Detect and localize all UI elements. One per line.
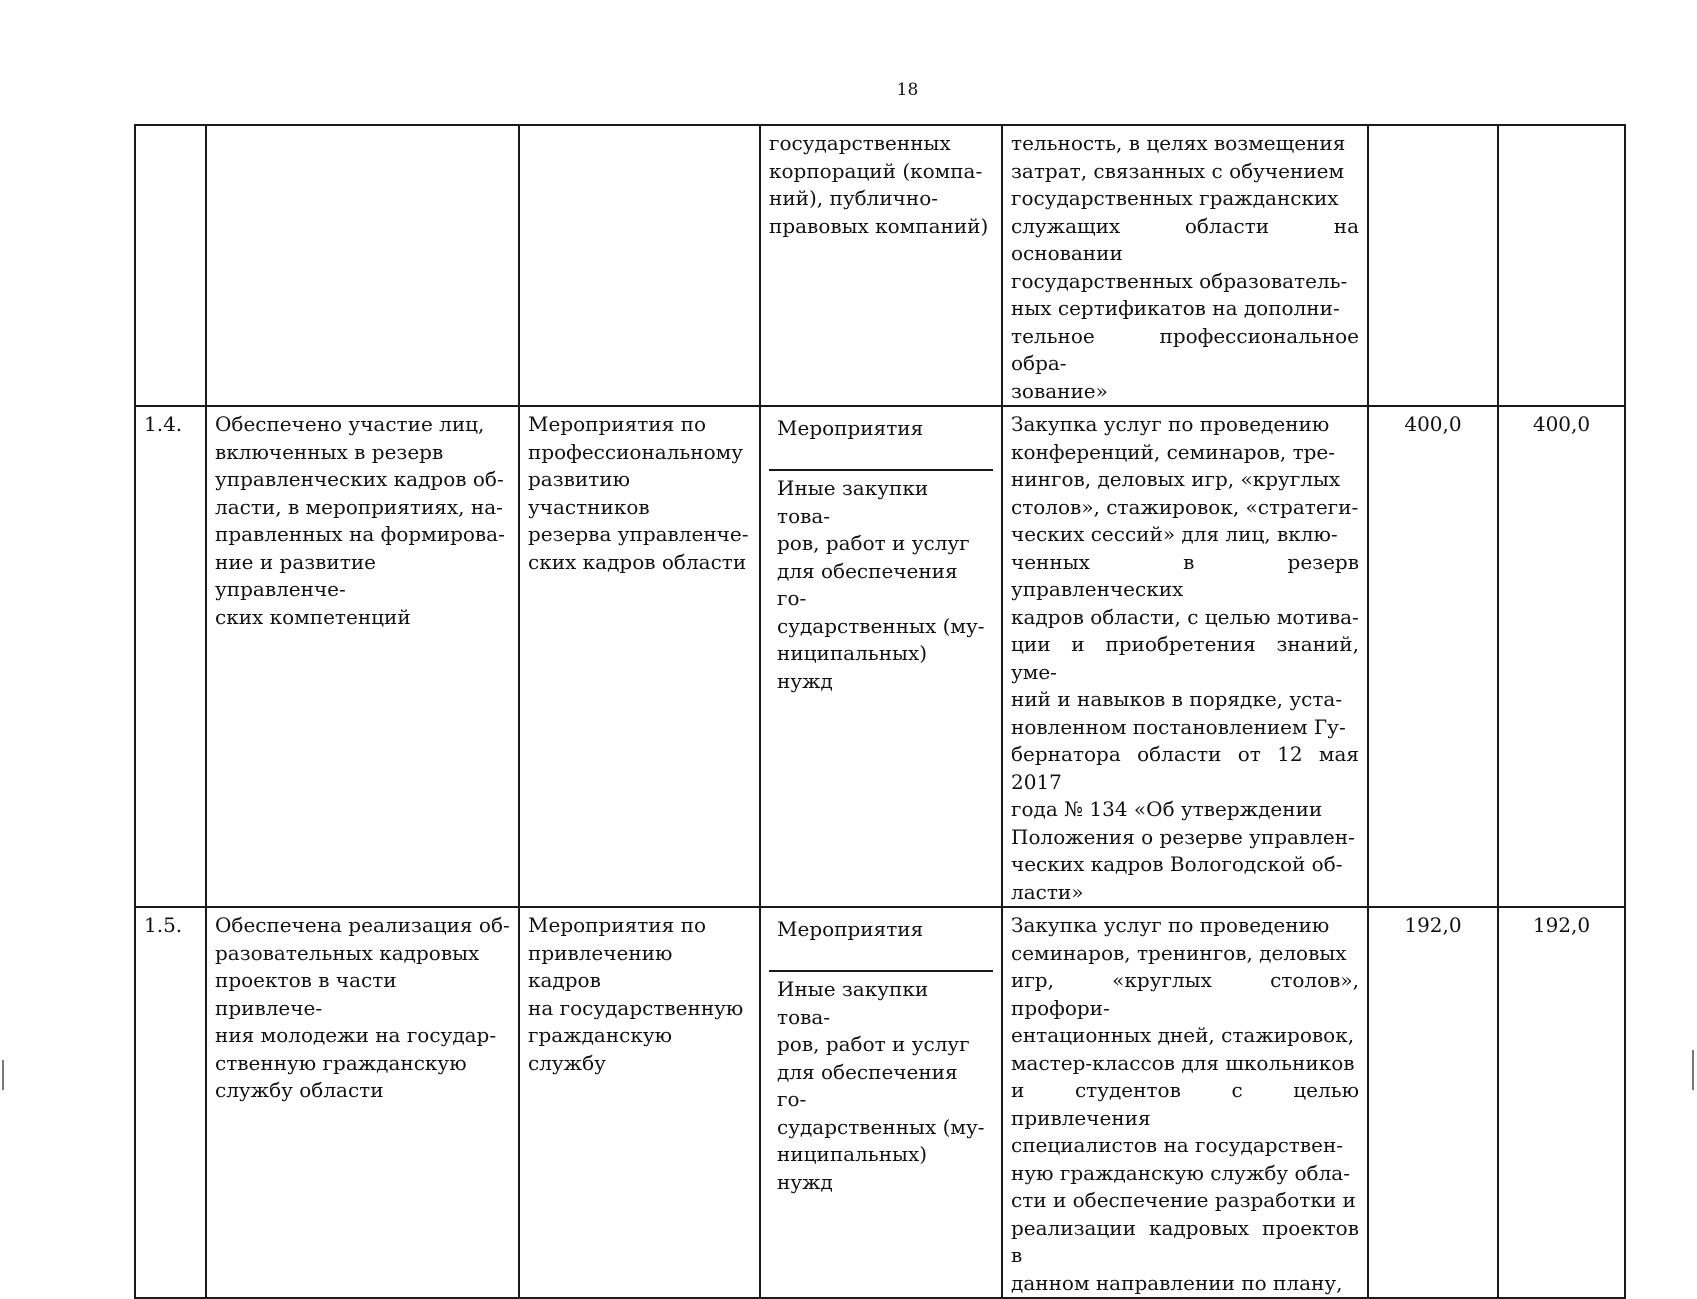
line: ческих кадров Вологодской об- [1011, 852, 1343, 876]
cell-expense-type [760, 406, 1002, 907]
line: Мероприятия по [528, 913, 706, 937]
line: и студентов с целью привлечения [1011, 1078, 1359, 1130]
line: государственных образователь- [1011, 268, 1348, 293]
cell-result [206, 125, 519, 406]
line: ние и развитие управленче- [215, 549, 376, 601]
line: игр, «круглых столов», профори- [1011, 968, 1359, 1020]
line: ров, работ и услуг [777, 531, 970, 555]
cell-result [206, 907, 519, 1298]
line: конференций, семинаров, тре- [1011, 439, 1336, 464]
line: ственную гражданскую [215, 1050, 467, 1075]
line: ченных в резерв управленческих [1011, 549, 1359, 601]
line: Обеспечена реализация об- [215, 913, 510, 937]
expense-type-top: Мероприятия [769, 411, 993, 471]
page-number: 18 [896, 80, 919, 100]
cell-amount-2: 192,0 [1498, 907, 1625, 1298]
line: профессиональному [528, 439, 743, 464]
cell-expense-type [760, 907, 1002, 1298]
line: ентационных дней, стажировок, [1011, 1023, 1355, 1047]
cell-amount-2 [1498, 125, 1625, 406]
line: ний), публично- [769, 186, 939, 210]
line: сударственных (му- [777, 613, 985, 638]
cell-description [1002, 907, 1368, 1298]
line: службу области [215, 1078, 384, 1102]
line: государственных гражданских [1011, 186, 1339, 210]
line: столов», стажировок, «стратеги- [1011, 494, 1359, 519]
line: правовых компаний) [769, 213, 989, 238]
scan-edge-mark [2, 1060, 4, 1090]
line: зование» [1011, 378, 1108, 403]
line: ниципальных) нужд [777, 1142, 928, 1194]
line: ниципальных) нужд [777, 641, 928, 693]
line: резерва управленче- [528, 522, 749, 546]
line: мастер-классов для школьников [1011, 1050, 1355, 1075]
line: для обеспечения го- [777, 558, 958, 610]
line: тельность, в целях возмещения [1011, 131, 1346, 155]
line: ния молодежи на государ- [215, 1023, 497, 1047]
line: ласти, в мероприятиях, на- [215, 494, 503, 519]
line: бернатора области от 12 мая 2017 [1011, 742, 1359, 794]
line: разовательных кадровых [215, 940, 480, 965]
line: государственных [769, 131, 951, 155]
row-number: 1.4. [135, 406, 206, 907]
cell-activity [519, 406, 760, 907]
scan-edge-mark [1692, 1050, 1694, 1090]
line: сти и обеспечение разработки и [1011, 1188, 1356, 1212]
cell-num [135, 125, 206, 406]
line: Мероприятия по [528, 412, 706, 436]
line: данном направлении по плану, [1011, 1270, 1343, 1295]
line: затрат, связанных с обучением [1011, 158, 1345, 183]
line: корпораций (компа- [769, 158, 983, 183]
line: Обеспечено участие лиц, [215, 412, 485, 436]
line: на государственную [528, 995, 744, 1020]
line: проектов в части привлече- [215, 968, 397, 1020]
line: гражданскую службу [528, 1023, 673, 1075]
line: ских кадров области [528, 549, 747, 574]
line: года № 134 «Об утверждении [1011, 797, 1323, 821]
line: служащих области на основании [1011, 213, 1359, 265]
cell-description [1002, 406, 1368, 907]
cell-expense-type [760, 125, 1002, 406]
line: управленческих кадров об- [215, 467, 504, 491]
line: привлечению кадров [528, 940, 673, 992]
line: тельное профессиональное обра- [1011, 323, 1359, 375]
cell-result [206, 406, 519, 907]
line: ских компетенций [215, 604, 411, 629]
line: ции и приобретения знаний, уме- [1011, 632, 1359, 684]
cell-amount-1 [1368, 125, 1498, 406]
line: Закупка услуг по проведению [1011, 412, 1330, 436]
line: ров, работ и услуг [777, 1032, 970, 1056]
expense-type-bottom [769, 972, 993, 1196]
line: включенных в резерв [215, 439, 444, 464]
line: развитию участников [528, 467, 650, 519]
line: ласти» [1011, 879, 1084, 904]
line: правленных на формирова- [215, 522, 505, 546]
line: реализации кадровых проектов в [1011, 1215, 1359, 1267]
cell-amount-2: 400,0 [1498, 406, 1625, 907]
table-row-1-4 [135, 406, 1625, 907]
line: ных сертификатов на дополни- [1011, 296, 1340, 320]
cell-amount-1: 192,0 [1368, 907, 1498, 1298]
cell-activity [519, 125, 760, 406]
line: для обеспечения го- [777, 1059, 958, 1111]
table-row-continued [135, 125, 1625, 406]
line: нингов, деловых игр, «круглых [1011, 467, 1341, 491]
line: ческих сессий» для лиц, вклю- [1011, 522, 1338, 546]
line: специалистов на государствен- [1011, 1133, 1344, 1157]
budget-table [134, 124, 1626, 1299]
table-row-1-5 [135, 907, 1625, 1298]
line: кадров области, с целью мотива- [1011, 604, 1359, 629]
line: Иные закупки това- [777, 977, 929, 1029]
expense-type-bottom [769, 471, 993, 695]
line: Закупка услуг по проведению [1011, 913, 1330, 937]
expense-type-top: Мероприятия [769, 912, 993, 972]
line: новленном постановлением Гу- [1011, 714, 1346, 739]
line: сударственных (му- [777, 1114, 985, 1139]
cell-activity [519, 907, 760, 1298]
cell-description [1002, 125, 1368, 406]
line: Иные закупки това- [777, 476, 929, 528]
line: ную гражданскую службу обла- [1011, 1160, 1350, 1185]
row-number: 1.5. [135, 907, 206, 1298]
line: семинаров, тренингов, деловых [1011, 940, 1347, 965]
line: Положения о резерве управлен- [1011, 824, 1355, 849]
cell-amount-1: 400,0 [1368, 406, 1498, 907]
line: ний и навыков в порядке, уста- [1011, 687, 1343, 711]
